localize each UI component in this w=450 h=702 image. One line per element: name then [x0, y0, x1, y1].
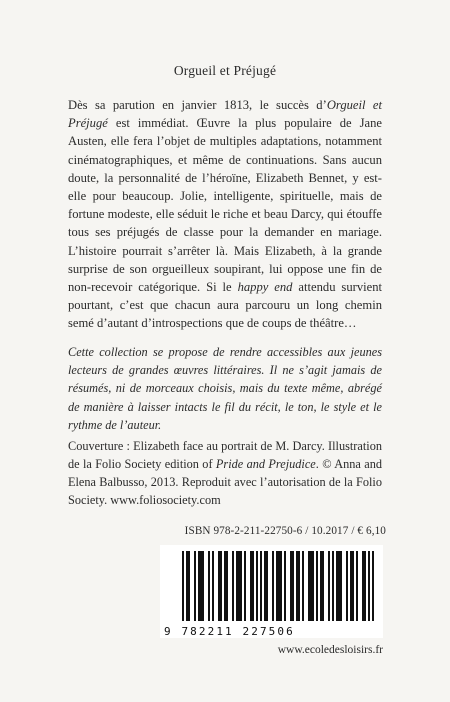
website-url: www.ecoledesloisirs.fr — [277, 644, 383, 656]
barcode-bar — [264, 551, 266, 621]
barcode-bar — [372, 551, 374, 621]
barcode-digits: 9 782211 227506 — [164, 625, 295, 638]
barcode-bar — [352, 551, 354, 621]
barcode-bar — [256, 551, 258, 621]
barcode-bar — [224, 551, 226, 621]
barcode-bar — [364, 551, 366, 621]
barcode-bar — [312, 551, 314, 621]
barcode-bar — [236, 551, 238, 621]
summary-part-2: est immédiat. Œuvre la plus populaire de Jane Austen, elle fera l’objet de multiples adaptations, notamment cinématographiques, et même de continuations. Sans aucun doute, la personnalité de l’héroïne, Elizabeth Bennet, y est-elle pour beaucoup. Jolie, intelligente, spirituelle, mais de fortune modeste, elle séduit le riche et beau Darcy, qui étouffe tous ses préjugés de classe pour la demander en mariage. L’histoire pourrait s’arrêter là. Mais Elizabeth, à la grande surprise de son orgueilleux soupirant, lui oppose une fin de non-recevoir catégorique. Si le — [68, 116, 382, 295]
barcode-bar — [350, 551, 352, 621]
summary-paragraph — [68, 96, 382, 333]
barcode-bar — [194, 551, 196, 621]
barcode-bar — [182, 551, 184, 621]
barcode-bar — [232, 551, 234, 621]
barcode-bar — [266, 551, 268, 621]
barcode-bar — [188, 551, 190, 621]
barcode-bar — [198, 551, 200, 621]
barcode-bar — [250, 551, 252, 621]
barcode-bar — [310, 551, 312, 621]
barcode-bar — [336, 551, 338, 621]
barcode-bar — [252, 551, 254, 621]
barcode-bar — [218, 551, 220, 621]
barcode — [160, 545, 383, 638]
summary-happy-end: happy end — [237, 280, 293, 295]
barcode-bar — [298, 551, 300, 621]
barcode-bar — [202, 551, 204, 621]
credits-part-1: Couverture : Elizabeth face au portrait de M. Darcy. Illustration de la Folio Society edition of — [68, 439, 382, 471]
credits-part-2: . © Anna and Elena Balbusso, 2013. Reproduit avec l’autorisation de la Folio Society. www.foliosociety.com — [68, 457, 382, 507]
summary-book-title: Orgueil et Préjugé — [68, 98, 383, 131]
barcode-bar — [308, 551, 310, 621]
barcode-bar — [316, 551, 318, 621]
barcode-bar — [356, 551, 358, 621]
summary-part-1: Dès sa parution en janvier 1813, le succès d’ — [68, 98, 327, 112]
barcode-bar — [226, 551, 228, 621]
collection-note: Cette collection se propose de rendre accessibles aux jeunes lecteurs de grandes œuvres littéraires. Il ne s’agit jamais de résumés, ni de morceaux choisis, mais du texte même, abrégé de manière à laisser intacts le fil du récit, le ton, le style et le rythme de l’auteur. — [68, 345, 382, 432]
barcode-bar — [322, 551, 324, 621]
barcode-bar — [186, 551, 188, 621]
barcode-bar — [340, 551, 342, 621]
barcode-bar — [240, 551, 242, 621]
barcode-bar — [290, 551, 292, 621]
summary-part-3: attendu survient pourtant, c’est que chacun aura parcouru un long chemin semé d’autant d’introspections que de coups de théâtre… — [68, 280, 383, 331]
barcode-bar — [208, 551, 210, 621]
barcode-bar — [302, 551, 304, 621]
barcode-bar — [332, 551, 334, 621]
barcode-bar — [284, 551, 286, 621]
barcode-bar — [368, 551, 370, 621]
barcode-bar — [280, 551, 282, 621]
barcode-bar — [292, 551, 294, 621]
barcode-bar — [212, 551, 214, 621]
barcode-bar — [238, 551, 240, 621]
barcode-bar — [244, 551, 246, 621]
book-title: Orgueil et Préjugé — [173, 63, 277, 78]
barcode-bar — [346, 551, 348, 621]
barcode-bar — [278, 551, 280, 621]
barcode-bar — [200, 551, 202, 621]
barcode-bar — [320, 551, 322, 621]
cover-credits — [68, 437, 382, 509]
barcode-bar — [362, 551, 364, 621]
barcode-bar — [220, 551, 222, 621]
barcode-bar — [296, 551, 298, 621]
barcode-bar — [276, 551, 278, 621]
barcode-bar — [338, 551, 340, 621]
barcode-bar — [260, 551, 262, 621]
barcode-bar — [328, 551, 330, 621]
credits-book-title-en: Pride and Prejudice — [215, 457, 316, 471]
barcode-bars — [160, 545, 383, 625]
barcode-bar — [272, 551, 274, 621]
isbn-price-line: ISBN 978-2-211-22750-6 / 10.2017 / € 6,10 — [184, 525, 386, 537]
